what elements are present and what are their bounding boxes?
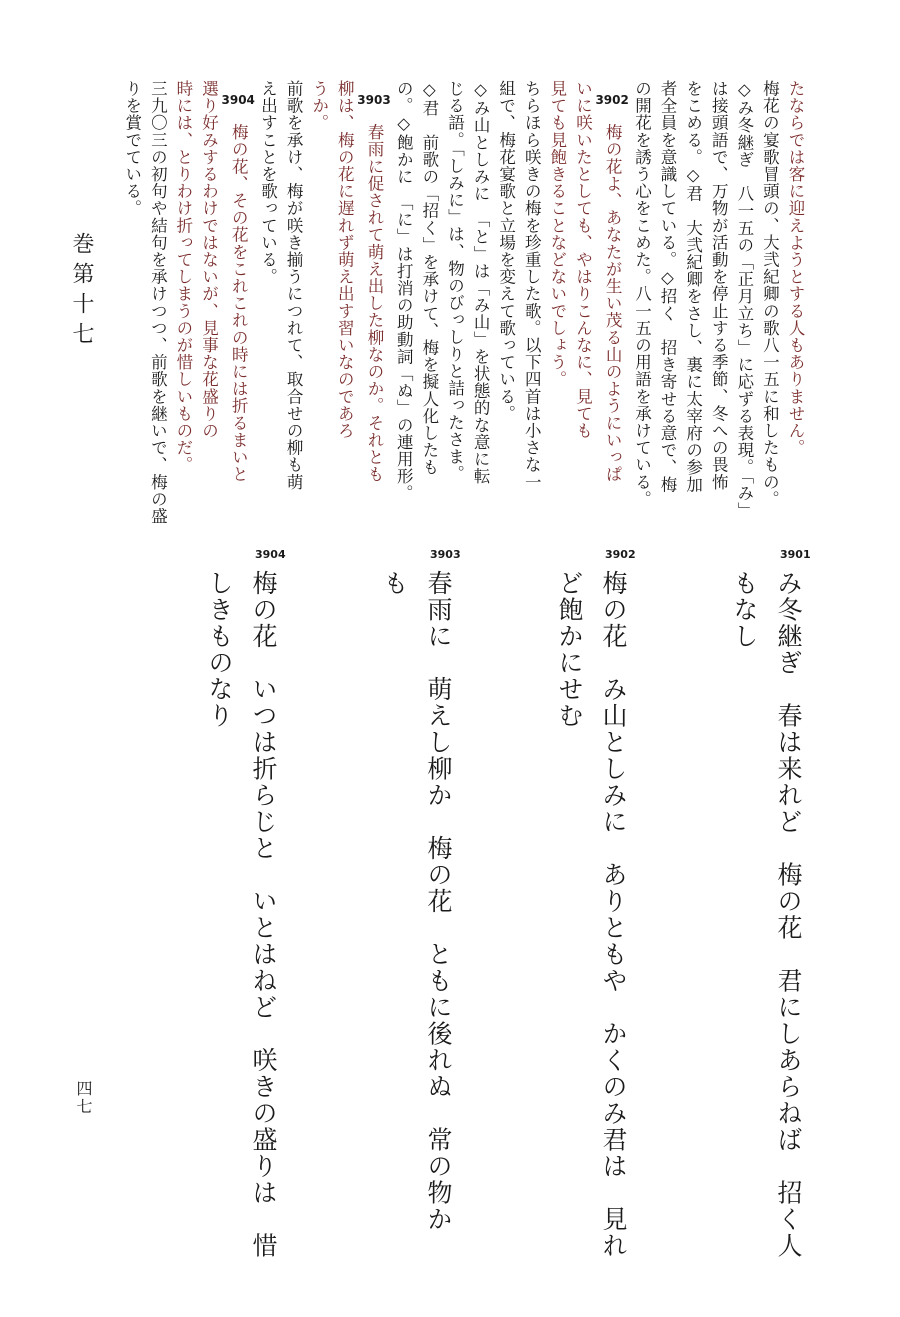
poem-number: 3902	[605, 548, 636, 561]
note-text: ちらほら咲きの梅を珍重した歌。以下四首は小さな一 組で、梅花宴歌と立場を変えて歌っている。 ◇み山としみに 「と」は「み山」を状態的な意に転 じる語。「しみに」は、物のびっしりと詰ったさま。 ◇君 前歌の「招く」を承けて、梅を擬人化したも の。◇飽かに 「に」は打消の助動詞「ぬ」の連用形。	[394, 80, 542, 502]
note-text: 梅花の宴歌冒頭の、大弐紀卿の歌八一五に和したもの。 ◇み冬継ぎ 八一五の「正月立ち」に応ずる表現。「み」 は接頭語で、万物が活動を停止する季節、冬への畏怖 をこめる。◇君 大弐紀卿をさし、裏に太宰府の参加 者全員を意識している。◇招く 招き寄せる意で、梅 の開花を誘う心をこめた。八一五の用語を承けている。	[632, 80, 780, 519]
poem-text: 梅の花 いつは折らじと いとはねど 咲きの盛りは 惜 しきものなり	[205, 570, 278, 1259]
poem-number: 3901	[780, 548, 811, 561]
poem-number: 3902	[595, 93, 629, 107]
commentary-para	[629, 80, 808, 540]
poem-number: 3904	[255, 548, 286, 561]
poem-number: 3904	[221, 93, 255, 107]
commentary-para	[255, 80, 391, 540]
poem-text: み冬継ぎ 春は来れど 梅の花 君にしあらねば 招く人 もなし	[730, 570, 803, 1259]
translation-text: たならでは客に迎えようとする人もありません。	[786, 80, 805, 457]
poem	[110, 548, 286, 1259]
poem-text: 春雨に 萌えし柳か 梅の花 ともに後れぬ 常の物か も	[380, 570, 453, 1233]
note-text: 三九〇三の初句や結句を承けつつ、前歌を継いで、梅の盛 りを賞でている。	[122, 80, 168, 525]
running-head: 巻第十七	[69, 232, 94, 352]
note-text: 前歌を承け、梅が咲き揃うにつれて、取合せの柳も萌 え出すことを歌っている。	[258, 80, 304, 491]
poem	[460, 548, 636, 1259]
translation-text: 梅の花よ、あなたが生い茂る山のようにいっぱ いに咲いたとしても、やはりこんなに、見ても 見ても見飽きることなどないでしょう。	[547, 80, 623, 483]
poem-number: 3903	[430, 548, 461, 561]
poem-text: 梅の花 み山としみに ありともや かくのみ君は 見れ ど飽かにせむ	[555, 570, 628, 1259]
poem	[285, 548, 461, 1233]
commentary-para	[119, 80, 255, 540]
commentary-block	[119, 80, 808, 540]
poems-block	[110, 548, 811, 1259]
page-number: 四七	[74, 1080, 93, 1116]
commentary-para	[391, 80, 629, 540]
translation-text: 春雨に促されて萌え出した柳なのか。それとも 柳は、梅の花に遅れず萌え出す習いなのであろ うか。	[309, 80, 384, 483]
poem-number: 3903	[357, 93, 391, 107]
poem	[635, 548, 811, 1259]
translation-text: 梅の花、その花をこれこれの時には折るまいと 選り好みするわけではないが、見事な花盛りの 時には、とりわけ折ってしまうのが惜しいものだ。	[173, 80, 249, 483]
